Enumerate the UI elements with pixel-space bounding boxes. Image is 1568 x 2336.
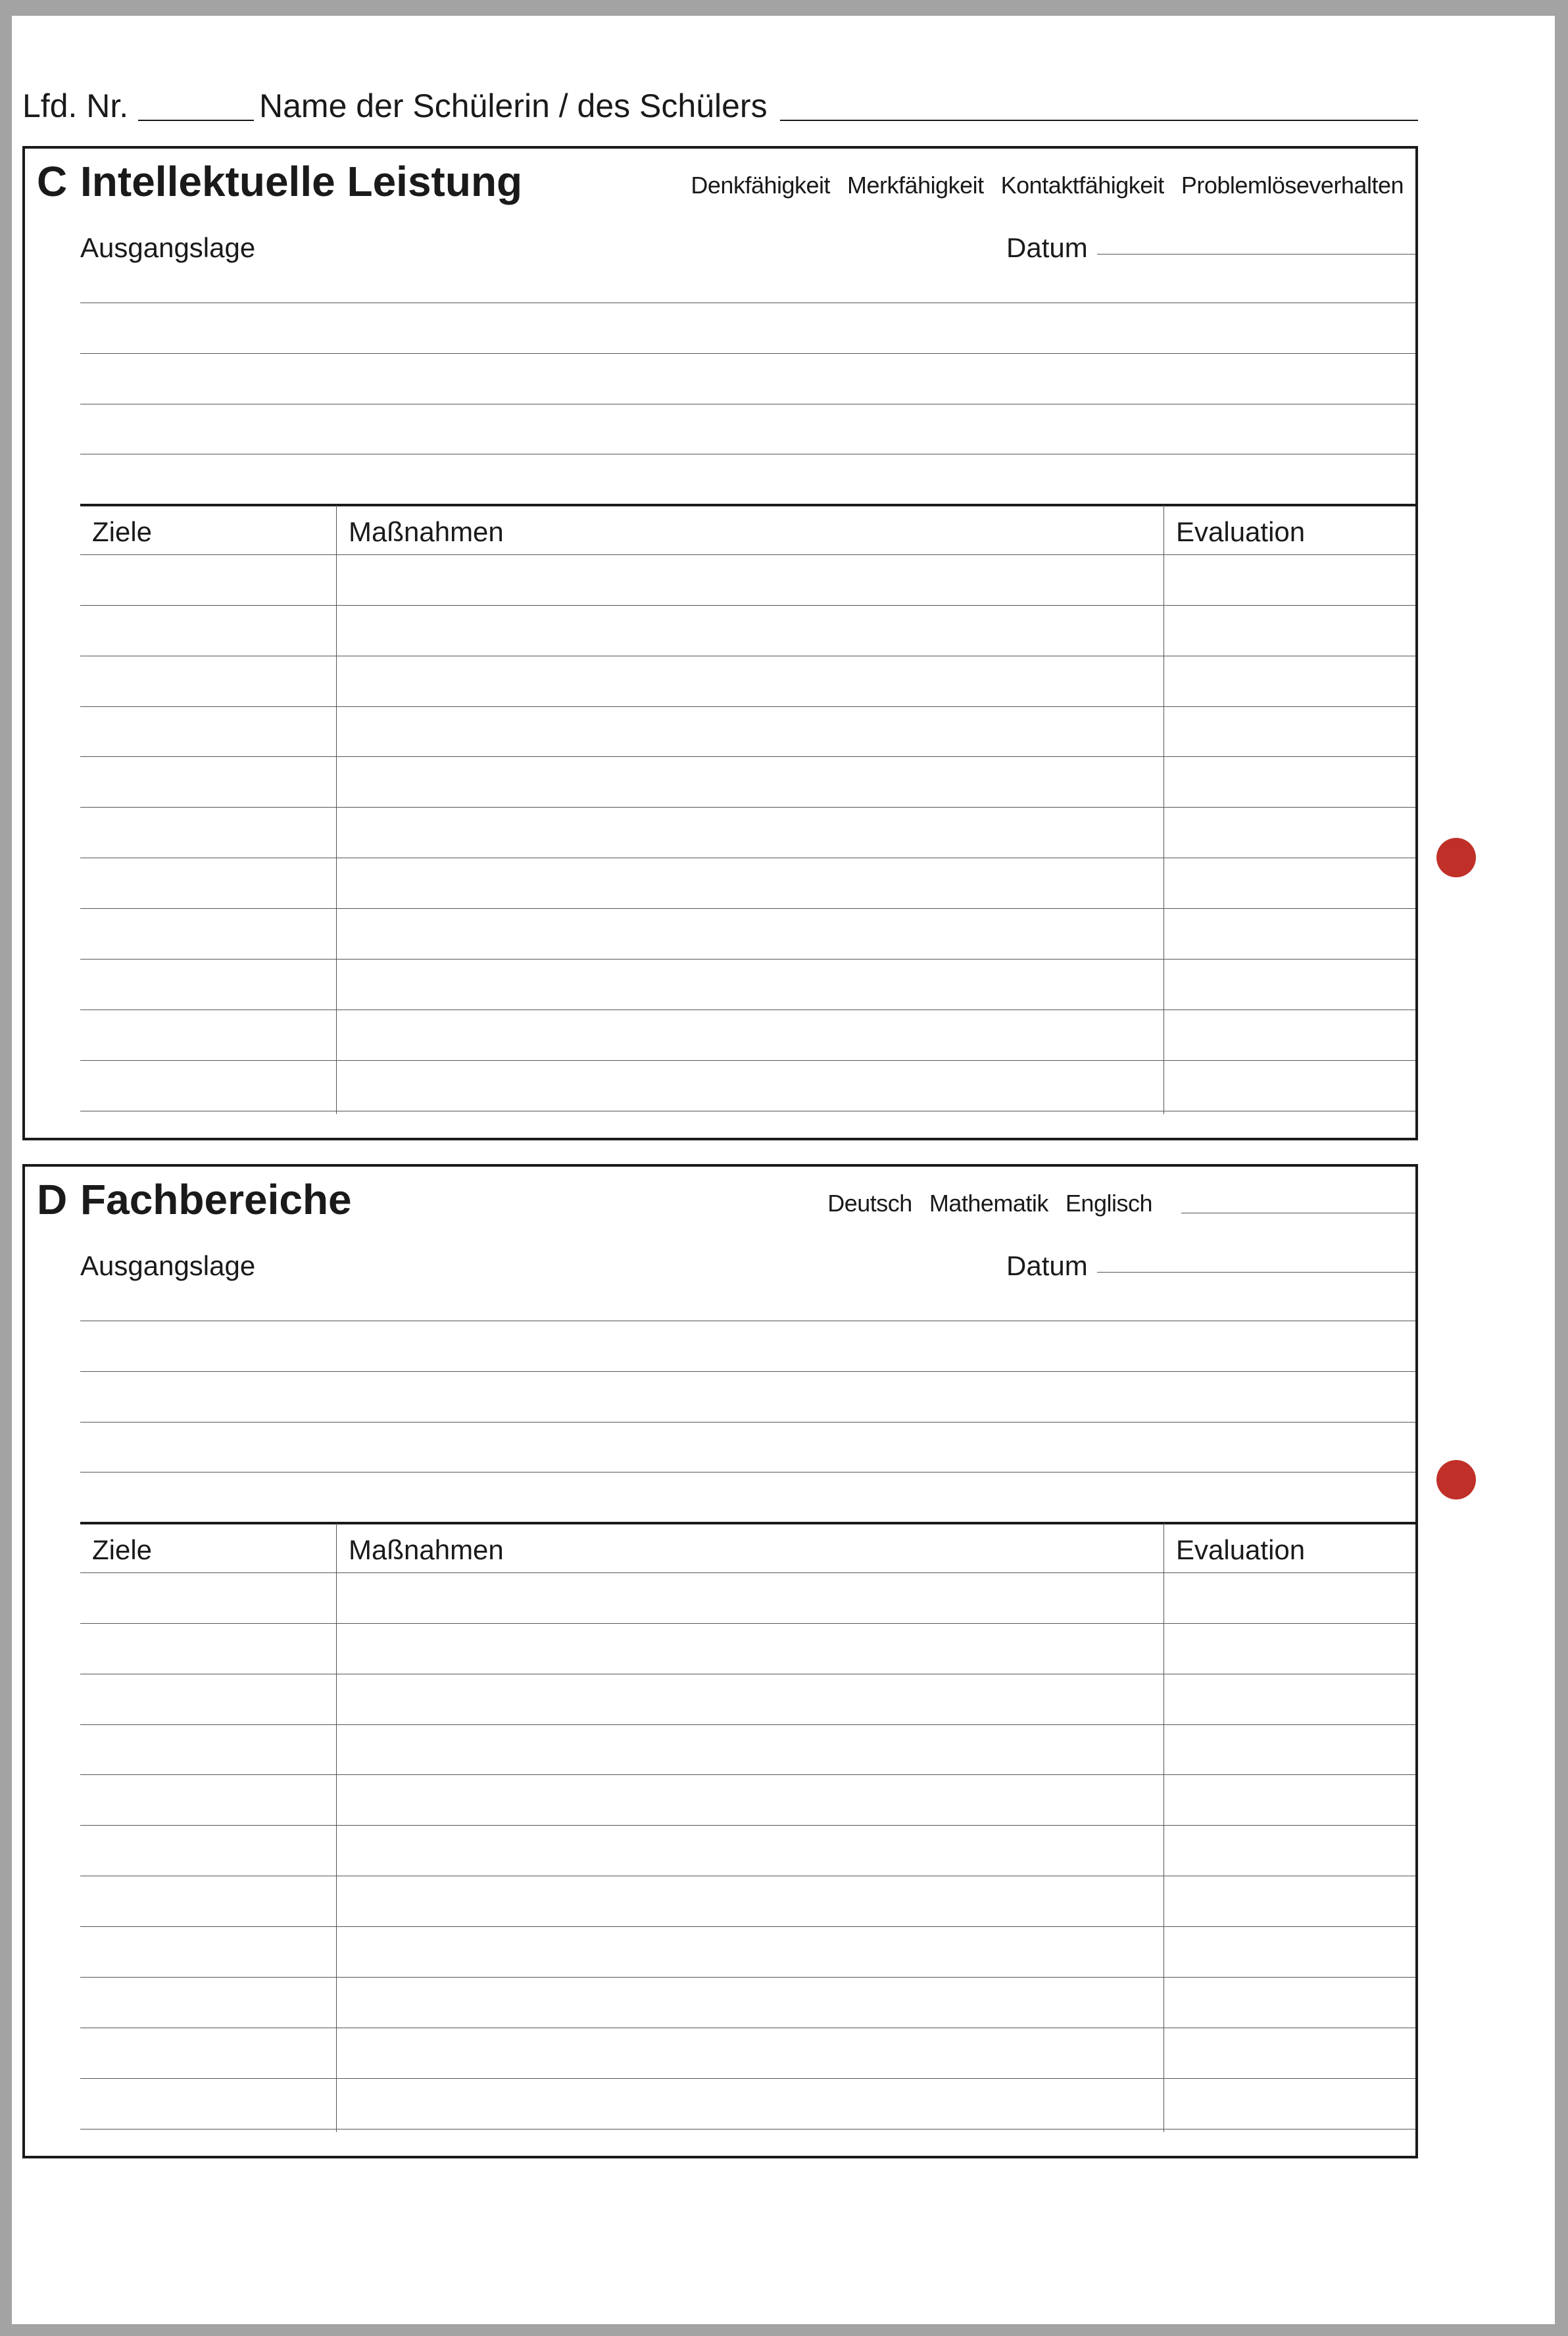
table-row[interactable] [80, 1724, 1415, 1725]
column-header-evaluation: Evaluation [1176, 1534, 1306, 1565]
datum-label: Datum [1006, 1250, 1088, 1281]
table-row[interactable] [80, 554, 1415, 555]
table-row[interactable] [80, 807, 1415, 808]
column-header-evaluation: Evaluation [1176, 516, 1306, 547]
ausgangslage-line[interactable] [80, 1422, 1415, 1423]
table-top-rule [80, 1522, 1415, 1524]
form-page [12, 16, 1555, 2324]
table-row[interactable] [80, 1977, 1415, 1978]
table-row[interactable] [80, 2078, 1415, 2079]
table-row[interactable] [80, 1060, 1415, 1061]
datum-field[interactable] [1097, 254, 1415, 255]
ausgangslage-line[interactable] [80, 353, 1415, 354]
column-divider [336, 505, 337, 1114]
table-row[interactable] [80, 706, 1415, 707]
table-row[interactable] [80, 605, 1415, 606]
student-name-field[interactable] [780, 120, 1418, 121]
lfd-nr-field[interactable] [138, 120, 254, 121]
ausgangslage-line[interactable] [80, 1371, 1415, 1372]
column-header-massnahmen: Maßnahmen [349, 516, 504, 547]
table-row[interactable] [80, 756, 1415, 757]
student-name-label: Name der Schülerin / des Schülers [259, 87, 768, 124]
punch-hole-marker [1436, 1460, 1476, 1499]
section-letter: D [37, 1176, 68, 1223]
lfd-nr-label: Lfd. Nr. [22, 87, 129, 124]
ausgangslage-label: Ausgangslage [80, 1250, 256, 1281]
ausgangslage-label: Ausgangslage [80, 232, 256, 263]
category-options [827, 1192, 1152, 1215]
category-option[interactable]: Deutsch [827, 1190, 912, 1217]
table-top-rule [80, 504, 1415, 506]
datum-field[interactable] [1097, 1272, 1415, 1273]
section-title: Intellektuelle Leistung [80, 158, 523, 205]
category-option[interactable]: Kontaktfähigkeit [1000, 172, 1164, 199]
category-option[interactable]: Merkfähigkeit [847, 172, 984, 199]
category-option[interactable]: Mathematik [929, 1190, 1048, 1217]
category-option[interactable]: Englisch [1065, 1190, 1152, 1217]
category-option[interactable]: Denkfähigkeit [691, 172, 831, 199]
table-row[interactable] [80, 1926, 1415, 1927]
section-letter: C [37, 158, 68, 205]
section-d-subject-areas [22, 1164, 1418, 2158]
table-row[interactable] [80, 1825, 1415, 1826]
table-row[interactable] [80, 908, 1415, 909]
table-row[interactable] [80, 1623, 1415, 1624]
column-header-ziele: Ziele [92, 516, 153, 547]
section-c-intellectual-performance [22, 146, 1418, 1140]
table-row[interactable] [80, 1572, 1415, 1573]
punch-hole-marker [1436, 838, 1476, 877]
table-row[interactable] [80, 1774, 1415, 1775]
section-title: Fachbereiche [80, 1176, 352, 1223]
table-row[interactable] [80, 959, 1415, 960]
column-divider [336, 1523, 337, 2132]
category-options [691, 174, 1404, 197]
column-header-massnahmen: Maßnahmen [349, 1534, 504, 1565]
column-header-ziele: Ziele [92, 1534, 153, 1565]
datum-label: Datum [1006, 232, 1088, 263]
category-option[interactable]: Problemlöseverhalten [1181, 172, 1404, 199]
